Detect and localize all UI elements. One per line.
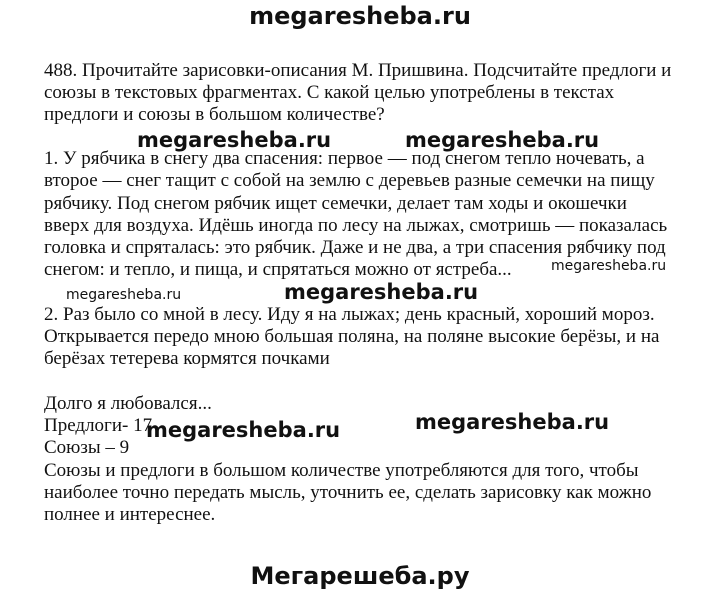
answer-line: наиболее точно передать мысль, уточнить ее, сделать зарисовку как можно: [44, 482, 652, 503]
watermark: megaresheba.ru: [146, 418, 341, 442]
prepositions-count: Предлоги- 17: [44, 415, 153, 436]
footer-watermark: Мегарешеба.ру: [250, 562, 470, 590]
answer-line: Долго я любовался...: [44, 393, 212, 414]
watermark: megaresheba.ru: [405, 128, 600, 152]
watermark: megaresheba.ru: [551, 258, 667, 274]
watermark: megaresheba.ru: [66, 287, 182, 303]
fragment-line: берёзах тетерева кормятся почками: [44, 348, 330, 369]
fragment-line: вверх для воздуха. Идёшь иногда по лесу на лыжах, смотришь — показалась: [44, 215, 668, 236]
task-line: предлоги и союзы в большом количестве?: [44, 104, 385, 125]
fragment-line: второе — снег тащит с собой на землю с деревьев разные семечки на пищу: [44, 170, 655, 191]
conjunctions-count: Союзы – 9: [44, 437, 130, 458]
watermark: megaresheba.ru: [137, 128, 332, 152]
fragment-line: 1. У рябчика в снегу два спасения: первое — под снегом тепло ночевать, а: [44, 148, 645, 169]
fragment-line: рябчику. Под снегом рябчик ищет семечки, делает там ходы и окошечки: [44, 193, 627, 214]
task-line: 488. Прочитайте зарисовки-описания М. Пришвина. Подсчитайте предлоги и: [44, 60, 672, 81]
answer-line: полнее и интереснее.: [44, 504, 216, 525]
answer-line: Союзы и предлоги в большом количестве употребляются для того, чтобы: [44, 460, 639, 481]
watermark: megaresheba.ru: [415, 410, 610, 434]
watermark: megaresheba.ru: [284, 280, 479, 304]
fragment-line: Открывается передо мною большая поляна, на поляне высокие берёзы, и на: [44, 326, 660, 347]
task-line: союзы в текстовых фрагментах. С какой целью употреблены в текстах: [44, 82, 615, 103]
fragment-line: 2. Раз было со мной в лесу. Иду я на лыжах; день красный, хороший мороз.: [44, 304, 655, 325]
header-watermark: megaresheba.ru: [249, 2, 471, 30]
fragment-line: головка и спряталась: это рябчик. Даже и не два, а три спасения рябчику под: [44, 237, 666, 258]
fragment-line: снегом: и тепло, и пища, и спрятаться можно от ястреба...: [44, 259, 512, 280]
